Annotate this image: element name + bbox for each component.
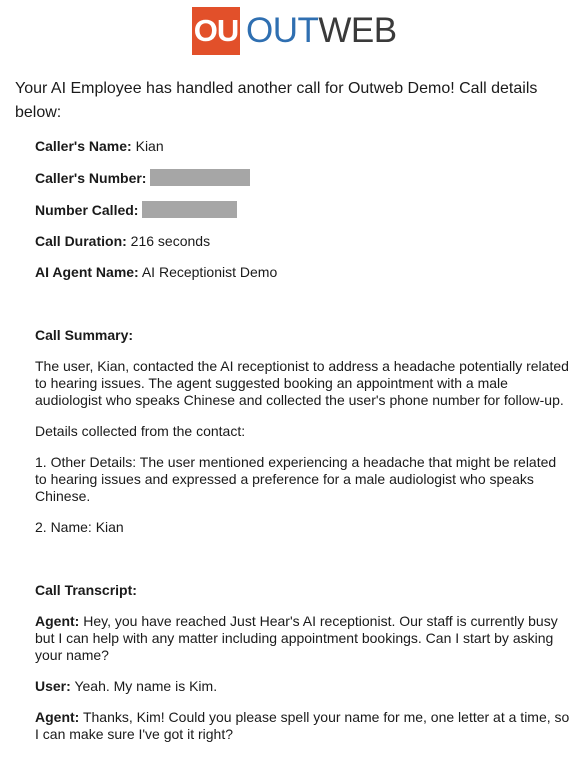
call-duration-value: 216 seconds — [130, 233, 211, 249]
transcript-speaker: Agent: — [35, 709, 80, 725]
intro-text: Your AI Employee has handled another call for Outweb Demo! Call details below: — [15, 80, 538, 121]
transcript-heading-text: Call Transcript: — [35, 582, 137, 598]
email-body — [35, 138, 570, 757]
summary-heading-text: Call Summary: — [35, 327, 134, 343]
transcript-line — [35, 613, 570, 664]
outweb-logo — [192, 7, 397, 55]
summary-text: The user, Kian, contacted the AI receptionist to address a headache potentially related to hearing issues. The agent suggested booking an appointment with a male audiologist who speaks Chinese and collected the user's phone number for follow-up. — [35, 358, 569, 408]
caller-name-row — [35, 138, 570, 155]
caller-name-label: Caller's Name: — [35, 138, 132, 154]
logo-mark — [192, 7, 240, 55]
transcript-text: Yeah. My name is Kim. — [74, 678, 218, 694]
logo-mark-text: OU — [193, 13, 239, 48]
logo-wordmark — [246, 7, 397, 55]
number-called-row — [35, 201, 570, 219]
redacted-number-called — [142, 201, 237, 218]
caller-number-row — [35, 169, 570, 187]
transcript-heading — [35, 582, 570, 599]
logo-word-web: WEB — [318, 11, 397, 50]
summary-heading — [35, 327, 570, 344]
caller-number-label: Caller's Number: — [35, 170, 147, 186]
collected-item-1: 1. Other Details: The user mentioned experiencing a headache that might be related to hearing issues and expressed a preference for a male audiologist who speaks Chinese. — [35, 454, 557, 504]
call-duration-row — [35, 233, 570, 250]
transcript-text: Hey, you have reached Just Hear's AI receptionist. Our staff is currently busy but I can help with any matter including appointment bookings. Can I start by asking your name? — [35, 613, 558, 663]
transcript-speaker: Agent: — [35, 613, 80, 629]
logo-word-out: OUT — [246, 11, 319, 50]
call-duration-label: Call Duration: — [35, 233, 127, 249]
agent-name-row — [35, 264, 570, 281]
number-called-label: Number Called: — [35, 202, 139, 218]
transcript-line — [35, 678, 570, 695]
agent-name-label: AI Agent Name: — [35, 264, 139, 280]
redacted-caller-number — [150, 169, 250, 186]
transcript-text: Thanks, Kim! Could you please spell your name for me, one letter at a time, so I can make sure I've got it right? — [35, 709, 570, 742]
collected-item-2: 2. Name: Kian — [35, 519, 124, 535]
caller-name-value: Kian — [135, 138, 164, 154]
collected-label: Details collected from the contact: — [35, 423, 246, 439]
transcript-speaker: User: — [35, 678, 71, 694]
transcript-line — [35, 709, 570, 743]
agent-name-value: AI Receptionist Demo — [141, 264, 278, 280]
